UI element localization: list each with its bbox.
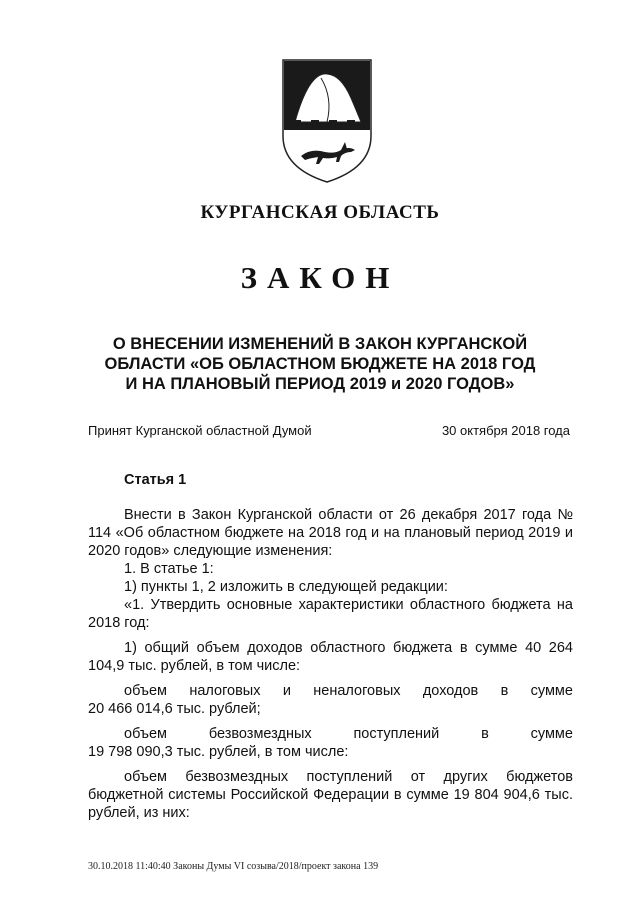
coat-of-arms-emblem: [281, 58, 373, 186]
region-name: КУРГАНСКАЯ ОБЛАСТЬ: [200, 202, 440, 223]
law-title-line: ОБЛАСТИ «ОБ ОБЛАСТНОМ БЮДЖЕТЕ НА 2018 ГОД: [104, 355, 536, 373]
paragraph: 1) пункты 1, 2 изложить в следующей редакции:: [124, 579, 448, 595]
article-heading: Статья 1: [124, 472, 187, 488]
word: и: [282, 683, 291, 699]
law-title: [60, 334, 580, 394]
justified-line: [88, 682, 573, 700]
word: поступлений: [353, 726, 440, 742]
document-type: ЗАКОН: [240, 260, 400, 295]
paragraph: «1. Утвердить основные характеристики областного бюджета на 2018 год:: [88, 597, 573, 631]
paragraph-tail: 20 466 014,6 тыс. рублей;: [88, 701, 261, 717]
paragraph: [88, 682, 573, 718]
paragraph: [88, 725, 573, 761]
adoption-info: [88, 423, 570, 438]
article-body: [88, 506, 573, 822]
law-title-line: О ВНЕСЕНИИ ИЗМЕНЕНИЙ В ЗАКОН КУРГАНСКОЙ: [112, 335, 528, 353]
word: доходов: [422, 683, 479, 699]
word: неналоговых: [313, 683, 401, 699]
word: налоговых: [189, 683, 261, 699]
paragraph: Внести в Закон Курганской области от 26 декабря 2017 года № 114 «Об областном бюджете на 2018 год и на плановый период 2019 и 2020 годов» следующие изменения:: [88, 507, 573, 559]
word: в: [481, 726, 489, 742]
word: объем: [124, 726, 167, 742]
word: объем: [124, 683, 167, 699]
adopted-by: Принят Курганской областной Думой: [88, 423, 312, 438]
word: в: [500, 683, 509, 699]
justified-line: [88, 725, 573, 743]
paragraph-tail: 19 798 090,3 тыс. рублей, в том числе:: [88, 744, 349, 760]
footer-stamp: 30.10.2018 11:40:40 Законы Думы VI созыва/2018/проект закона 139: [88, 861, 379, 872]
paragraph: 1. В статье 1:: [124, 561, 214, 577]
word: безвозмездных: [208, 726, 312, 742]
paragraph: объем безвозмездных поступлений от других бюджетов бюджетной системы Российской Федерации в сумме 19 804 904,6 тыс. рублей, из них:: [88, 769, 573, 821]
paragraph: 1) общий объем доходов областного бюджета в сумме 40 264 104,9 тыс. рублей, в том числе:: [88, 640, 573, 674]
adoption-date: 30 октября 2018 года: [441, 423, 570, 438]
law-title-line: И НА ПЛАНОВЫЙ ПЕРИОД 2019 и 2020 ГОДОВ»: [125, 375, 515, 393]
word: сумме: [530, 683, 573, 699]
word: сумме: [530, 726, 573, 742]
